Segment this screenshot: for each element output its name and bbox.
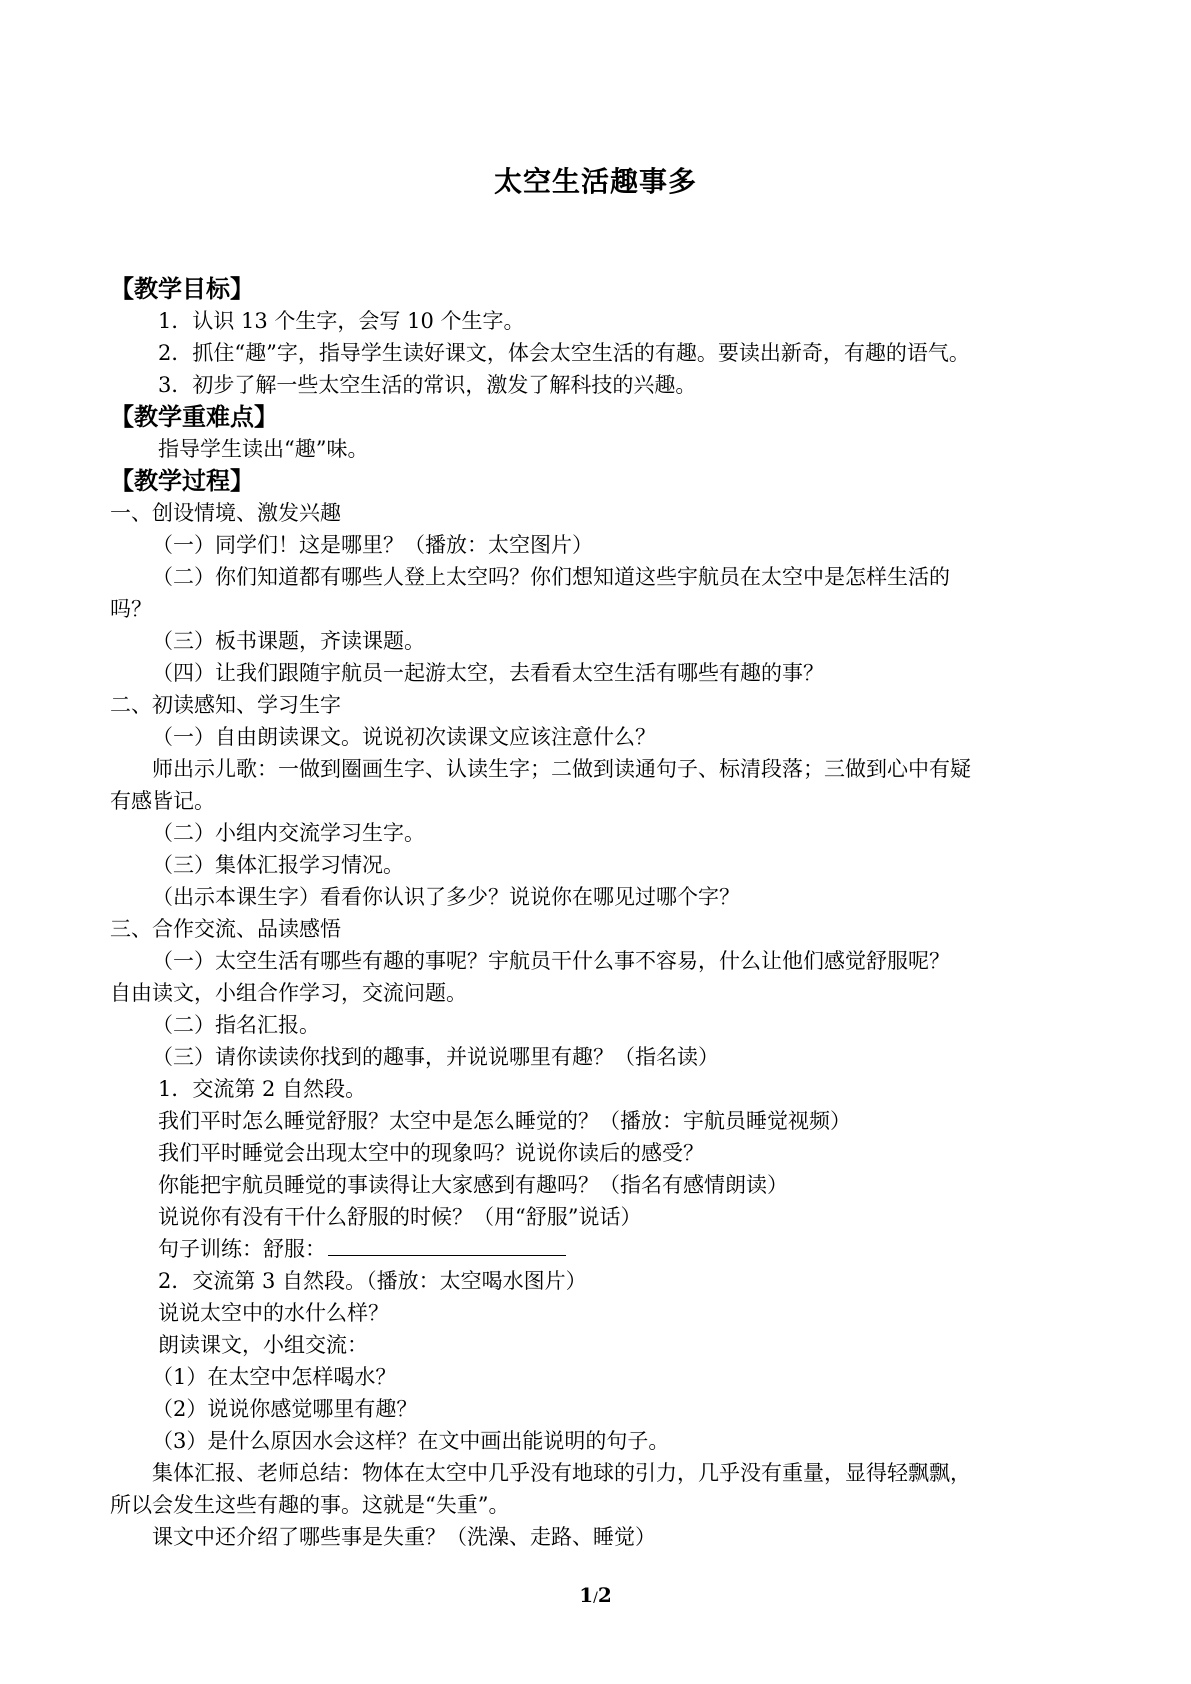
text-line [110, 1393, 1090, 1425]
text-line [110, 721, 1090, 753]
line-text: 说说你有没有干什么舒服的时候？（用“舒服”说话） [158, 1205, 642, 1229]
line-text: 朗读课文，小组交流： [158, 1333, 368, 1357]
text-line [110, 817, 1090, 849]
fill-in-blank [328, 1235, 566, 1256]
text-line [110, 1137, 1090, 1169]
text-line [110, 593, 1090, 625]
line-text: 2．交流第 3 自然段。（播放：太空喝水图片） [158, 1269, 587, 1293]
line-text: （三）集体汇报学习情况。 [152, 853, 404, 877]
text-line [110, 1201, 1090, 1233]
line-text: 2．抓住“趣”字，指导学生读好课文，体会太空生活的有趣。要读出新奇，有趣的语气。 [158, 341, 970, 365]
line-text: 3．初步了解一些太空生活的常识，激发了解科技的兴趣。 [158, 373, 697, 397]
section-heading [110, 401, 1090, 433]
line-text: 指导学生读出“趣”味。 [158, 437, 369, 461]
section-heading [110, 465, 1090, 497]
text-line [110, 1361, 1090, 1393]
line-text: （三）板书课题，齐读课题。 [152, 629, 425, 653]
text-line [110, 657, 1090, 689]
line-text: 【教学目标】 [110, 275, 254, 303]
text-line [110, 1329, 1090, 1361]
line-text: 自由读文，小组合作学习，交流问题。 [110, 981, 467, 1005]
line-text: 吗？ [110, 597, 152, 621]
text-line [110, 433, 1090, 465]
line-text: 句子训练：舒服： [158, 1237, 326, 1261]
text-line [110, 625, 1090, 657]
line-text: 二、初读感知、学习生字 [110, 693, 341, 717]
line-text: 集体汇报、老师总结：物体在太空中几乎没有地球的引力，几乎没有重量，显得轻飘飘， [152, 1461, 971, 1485]
page-current: 1 [579, 1583, 594, 1607]
line-text: （一）自由朗读课文。说说初次读课文应该注意什么？ [152, 725, 656, 749]
line-text: （四）让我们跟随宇航员一起游太空，去看看太空生活有哪些有趣的事？ [152, 661, 824, 685]
line-text: 我们平时怎么睡觉舒服？太空中是怎么睡觉的？（播放：宇航员睡觉视频） [158, 1109, 851, 1133]
text-line [110, 689, 1090, 721]
line-text: （三）请你读读你找到的趣事，并说说哪里有趣？（指名读） [152, 1045, 719, 1069]
line-text: （2）说说你感觉哪里有趣？ [152, 1397, 418, 1421]
line-text: 一、创设情境、激发兴趣 [110, 501, 341, 525]
text-line [110, 1233, 1090, 1265]
line-text: 有感皆记。 [110, 789, 215, 813]
line-text: 你能把宇航员睡觉的事读得让大家感到有趣吗？（指名有感情朗读） [158, 1173, 788, 1197]
text-line [110, 977, 1090, 1009]
text-line [110, 1521, 1090, 1553]
page-number [0, 1583, 1191, 1607]
line-text: 三、合作交流、品读感悟 [110, 917, 341, 941]
text-line [110, 913, 1090, 945]
line-text: 师出示儿歌：一做到圈画生字、认读生字；二做到读通句子、标清段落；三做到心中有疑 [152, 757, 971, 781]
text-line [110, 497, 1090, 529]
text-line [110, 1297, 1090, 1329]
text-line [110, 561, 1090, 593]
line-text: 1．认识 13 个生字，会写 10 个生字。 [158, 309, 525, 333]
line-text: （二）你们知道都有哪些人登上太空吗？你们想知道这些宇航员在太空中是怎样生活的 [152, 565, 950, 589]
line-text: （3）是什么原因水会这样？在文中画出能说明的句子。 [152, 1429, 670, 1453]
text-line [110, 849, 1090, 881]
line-text: 1．交流第 2 自然段。 [158, 1077, 367, 1101]
text-line [110, 337, 1090, 369]
text-line [110, 1265, 1090, 1297]
line-text: （二）指名汇报。 [152, 1013, 320, 1037]
text-line [110, 785, 1090, 817]
document-body [110, 273, 1090, 1553]
text-line [110, 1073, 1090, 1105]
line-text: （1）在太空中怎样喝水？ [152, 1365, 397, 1389]
text-line [110, 881, 1090, 913]
page-total: 2 [597, 1583, 612, 1607]
line-text: 【教学重难点】 [110, 403, 278, 431]
document-title: 太空生活趣事多 [493, 165, 697, 198]
line-text: 【教学过程】 [110, 467, 254, 495]
text-line [110, 1169, 1090, 1201]
line-text: 我们平时睡觉会出现太空中的现象吗？说说你读后的感受？ [158, 1141, 704, 1165]
text-line [110, 369, 1090, 401]
line-text: 所以会发生这些有趣的事。这就是“失重”。 [110, 1493, 510, 1517]
line-text: （一）太空生活有哪些有趣的事呢？宇航员干什么事不容易，什么让他们感觉舒服呢？ [152, 949, 950, 973]
section-heading [110, 273, 1090, 305]
text-line [110, 945, 1090, 977]
text-line [110, 1105, 1090, 1137]
line-text: （一）同学们！这是哪里？（播放：太空图片） [152, 533, 593, 557]
line-text: 说说太空中的水什么样？ [158, 1301, 389, 1325]
text-line [110, 1489, 1090, 1521]
text-line [110, 305, 1090, 337]
line-text: （二）小组内交流学习生字。 [152, 821, 425, 845]
text-line [110, 753, 1090, 785]
text-line [110, 1457, 1090, 1489]
text-line [110, 1009, 1090, 1041]
line-text: 课文中还介绍了哪些事是失重？（洗澡、走路、睡觉） [152, 1525, 656, 1549]
text-line [110, 1425, 1090, 1457]
text-line [110, 1041, 1090, 1073]
line-text: （出示本课生字）看看你认识了多少？说说你在哪见过哪个字？ [152, 885, 740, 909]
text-line [110, 529, 1090, 561]
page-separator: / [593, 1590, 598, 1606]
